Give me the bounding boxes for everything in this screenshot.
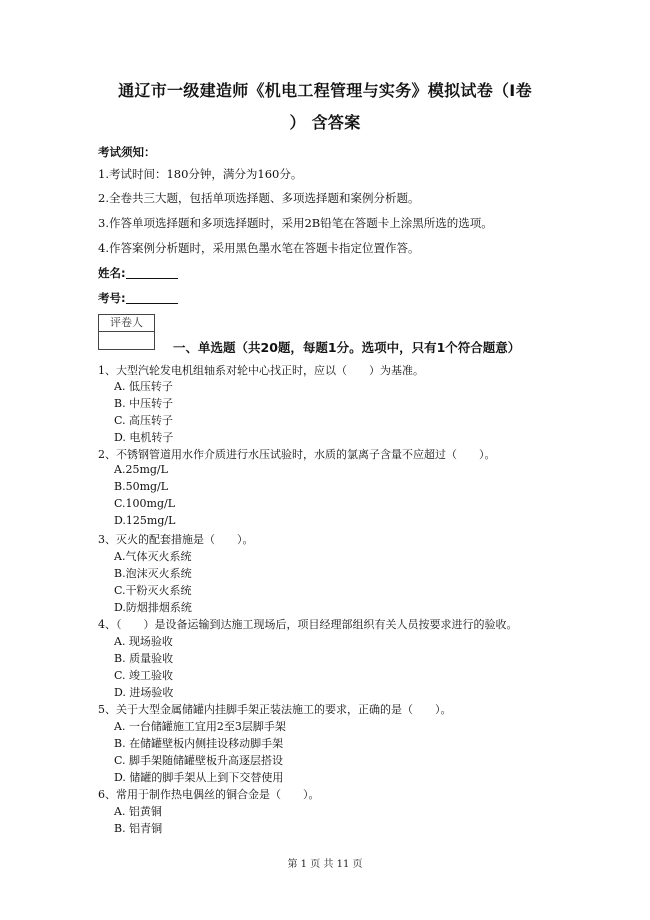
question-option: D.防烟排烟系统: [114, 601, 192, 614]
name-label: 姓名:: [98, 266, 126, 280]
question-option: A. 低压转子: [114, 380, 173, 393]
id-label: 考号:: [98, 291, 126, 305]
grader-box: [98, 314, 155, 350]
question-option: C.100mg/L: [114, 497, 175, 510]
notice-item: 2.全卷共三大题，包括单项选择题、多项选择题和案例分析题。: [98, 191, 420, 205]
question-stem: 2、不锈钢管道用水作介质进行水压试验时，水质的氯离子含量不应超过（ ）。: [98, 448, 496, 461]
question-stem: 1、大型汽轮发电机组轴系对轮中心找正时，应以（ ）为基准。: [98, 364, 424, 377]
question-stem: 3、灭火的配套措施是（ ）。: [98, 533, 254, 546]
question-option: D. 电机转子: [114, 431, 174, 444]
question-stem: 5、关于大型金属储罐内挂脚手架正装法施工的要求，正确的是（ ）。: [98, 703, 452, 716]
page-title-line-2: ） 含答案: [289, 113, 361, 132]
notice-heading: 考试须知：: [98, 145, 156, 159]
question-option: D. 储罐的脚手架从上到下交替使用: [114, 771, 284, 784]
question-stem: 4、（ ）是设备运输到达施工现场后，项目经理部组织有关人员按要求进行的验收。: [98, 618, 518, 631]
question-option: A. 铝黄铜: [114, 805, 162, 818]
notice-item: 1.考试时间：180分钟，满分为160分。: [98, 167, 303, 181]
question-option: B. 中压转子: [114, 397, 174, 410]
question-option: C. 脚手架随储罐壁板升高逐层搭设: [114, 754, 284, 767]
question-option: A. 现场验收: [114, 635, 173, 648]
notice-item: 3.作答单项选择题和多项选择题时，采用2B铅笔在答题卡上涂黑所选的选项。: [98, 216, 493, 230]
question-option: C. 竣工验收: [114, 669, 174, 682]
question-stem: 6、常用于制作热电偶丝的铜合金是（ ）。: [98, 788, 320, 801]
question-option: D. 进场验收: [114, 686, 174, 699]
page-footer: 第 1 页 共 11 页: [287, 859, 363, 870]
question-option: D.125mg/L: [114, 514, 176, 527]
id-blank[interactable]: [126, 291, 178, 304]
question-option: C. 高压转子: [114, 414, 174, 427]
section-title: 一、单选题（共20题，每题1分。选项中，只有1个符合题意）: [173, 340, 521, 355]
question-option: B.50mg/L: [114, 480, 169, 493]
question-option: A.气体灭火系统: [114, 550, 192, 563]
question-option: B. 质量验收: [114, 652, 174, 665]
question-option: B. 铝青铜: [114, 822, 163, 835]
id-field[interactable]: [98, 290, 178, 306]
notice-item: 4.作答案例分析题时，采用黑色墨水笔在答题卡指定位置作答。: [98, 241, 420, 255]
name-blank[interactable]: [126, 266, 178, 279]
question-option: C.干粉灭火系统: [114, 584, 192, 597]
name-field[interactable]: [98, 265, 178, 281]
question-option: A.25mg/L: [114, 463, 168, 476]
question-option: B.泡沫灭火系统: [114, 567, 192, 580]
grader-label: 评卷人: [99, 315, 154, 332]
question-option: A. 一台储罐施工宜用2至3层脚手架: [114, 720, 286, 733]
question-option: B. 在储罐壁板内侧挂设移动脚手架: [114, 737, 284, 750]
page-title-line-1: 通辽市一级建造师《机电工程管理与实务》模拟试卷（I卷: [118, 81, 532, 100]
